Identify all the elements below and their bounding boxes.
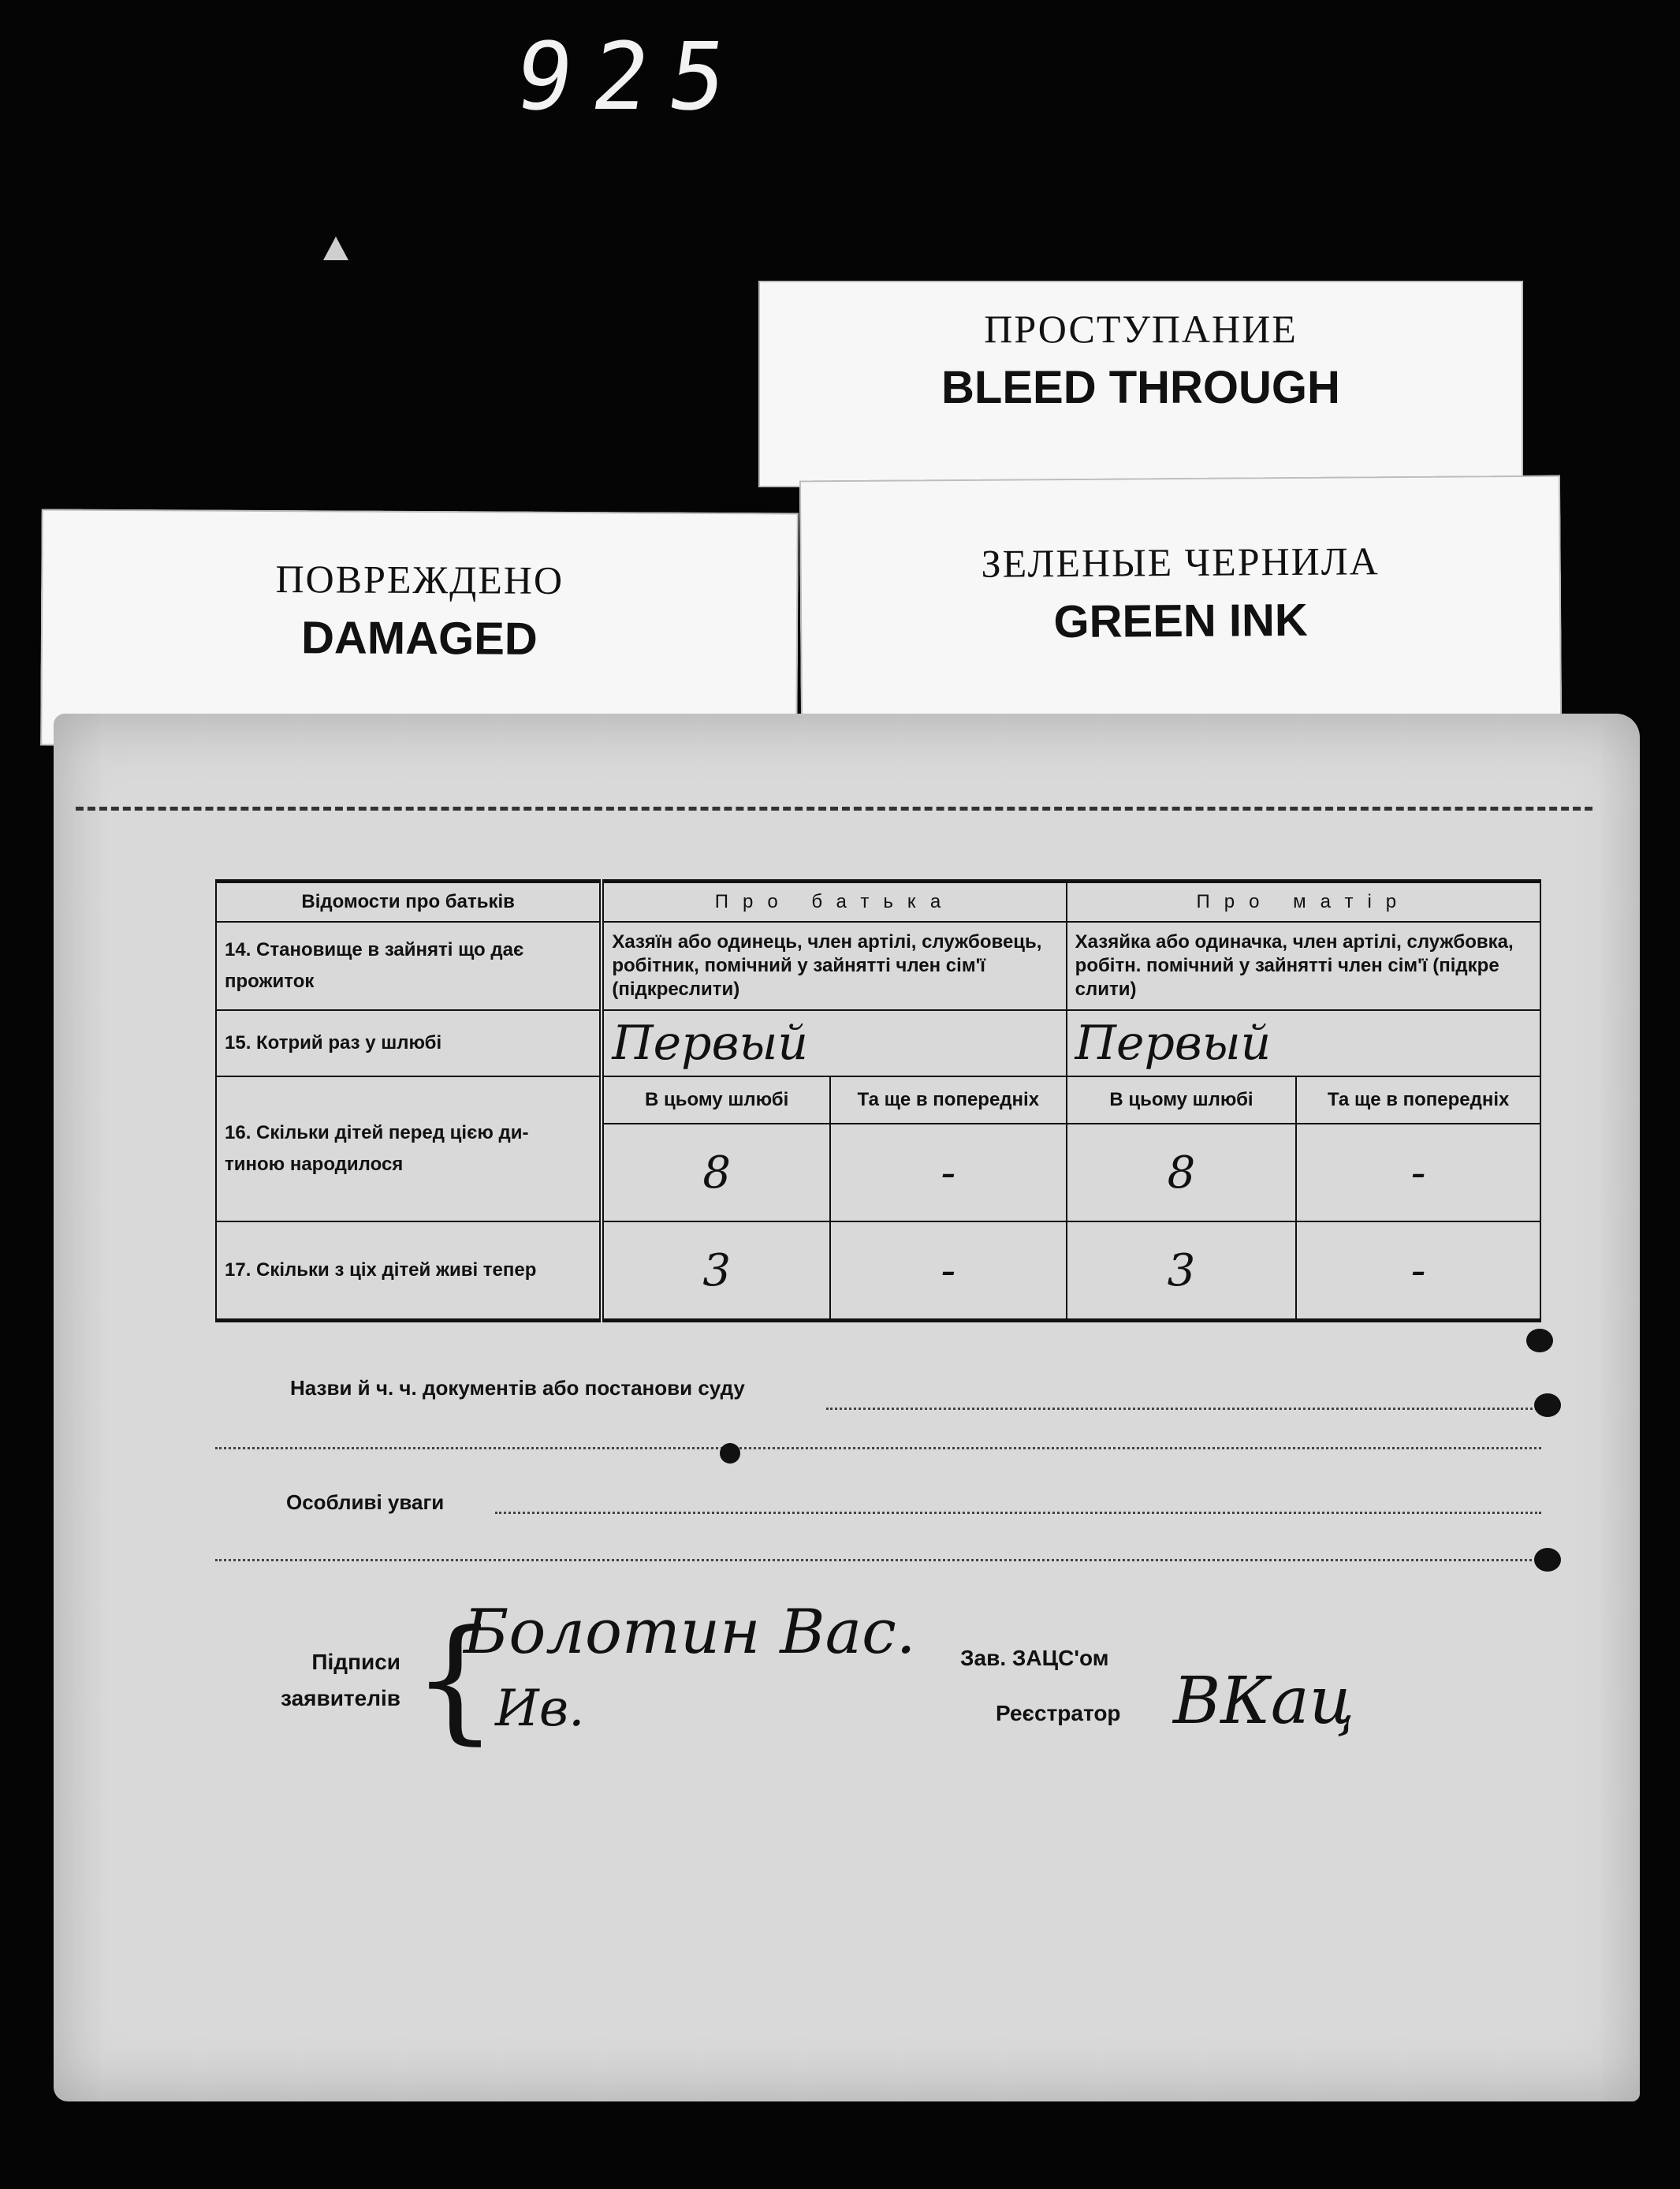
- subheader-row: [216, 1076, 1540, 1124]
- row-15: [216, 1010, 1540, 1076]
- brace: {: [412, 1602, 498, 1758]
- damaged-ru: ПОВРЕЖДЕНО: [275, 557, 564, 602]
- applicant-signature-1: Болотин Вас.: [464, 1597, 916, 1668]
- row-15-label: 15. Котрий раз у шлюбі: [216, 1010, 602, 1076]
- row-16-father-this: 8: [602, 1124, 830, 1221]
- row-16-mother-this: 8: [1067, 1124, 1297, 1221]
- row-17-label: 17. Скільки з ціх дітей живі тепер: [216, 1221, 602, 1321]
- row-16-label: 16. Скільки дітей перед цією ди- тиною народилося: [216, 1076, 602, 1221]
- green-ink-en: GREEN INK: [1053, 594, 1309, 648]
- row-15-father: Первый: [602, 1010, 1066, 1076]
- documents-dotted-line-1: [826, 1408, 1541, 1410]
- applicants-label: Підписи заявителів: [281, 1650, 400, 1710]
- table-header-row: [216, 882, 1540, 923]
- head-label: Зав. ЗАЦС'ом: [960, 1646, 1109, 1670]
- punch-hole: [1534, 1393, 1561, 1417]
- documents-dotted-line-2: [215, 1447, 1541, 1449]
- documents-label: Назви й ч. ч. документів або постанови суду: [290, 1376, 745, 1400]
- row-16-father-prev: -: [830, 1124, 1067, 1221]
- green-ink-card: [799, 475, 1562, 727]
- notes-dotted-line-2: [215, 1559, 1541, 1561]
- header-parents-info: Відомости про батьків: [216, 882, 602, 923]
- bleed-through-ru: ПРОСТУПАНИЕ: [984, 307, 1298, 351]
- row-14-father: Хазяїн або одинець, член артілі, службовець, робітник, помічний у зайнятті член сім'ї (підкреслити): [602, 922, 1066, 1010]
- registrar-signature: ВКац: [1173, 1664, 1354, 1739]
- punch-hole: [720, 1443, 740, 1464]
- row-17-mother-prev: -: [1296, 1221, 1540, 1321]
- sub-mother-prev: Та ще в попередніх: [1296, 1076, 1540, 1124]
- green-ink-ru: ЗЕЛЕНЫЕ ЧЕРНИЛА: [981, 539, 1380, 586]
- sub-father-this: В цьому шлюбі: [602, 1076, 830, 1124]
- row-14-label: 14. Становище в зайняті що дає прожиток: [216, 922, 602, 1010]
- bleed-through-card: [758, 281, 1523, 487]
- frame-number: 925: [508, 22, 754, 131]
- row-15-mother: Первый: [1067, 1010, 1540, 1076]
- applicant-signature-2: Ив.: [495, 1680, 585, 1738]
- film-speck: [323, 237, 348, 260]
- header-father: Про батька: [602, 882, 1066, 923]
- row-14-mother: Хазяйка або одиначка, член артілі, службовка, робітн. помічний у зайнятті член сім'ї (підкре слити): [1067, 922, 1540, 1010]
- row-17: [216, 1221, 1540, 1321]
- punch-hole: [1526, 1329, 1553, 1352]
- damaged-en: DAMAGED: [300, 612, 538, 665]
- notes-dotted-line-1: [495, 1512, 1541, 1514]
- row-17-father-this: 3: [602, 1221, 830, 1321]
- sub-mother-this: В цьому шлюбі: [1067, 1076, 1297, 1124]
- header-mother: Про матір: [1067, 882, 1540, 923]
- parents-table: [215, 879, 1541, 1322]
- row-16-mother-prev: -: [1296, 1124, 1540, 1221]
- form-sheet: [54, 714, 1640, 2101]
- row-14: [216, 922, 1540, 1010]
- notes-label: Особливі уваги: [286, 1490, 445, 1514]
- row-17-mother-this: 3: [1067, 1221, 1297, 1321]
- sub-father-prev: Та ще в попередніх: [830, 1076, 1067, 1124]
- perforation-line: [76, 807, 1592, 811]
- punch-hole: [1534, 1548, 1561, 1572]
- bleed-through-en: BLEED THROUGH: [941, 362, 1340, 413]
- row-17-father-prev: -: [830, 1221, 1067, 1321]
- registrar-label: Реєстратор: [996, 1701, 1121, 1725]
